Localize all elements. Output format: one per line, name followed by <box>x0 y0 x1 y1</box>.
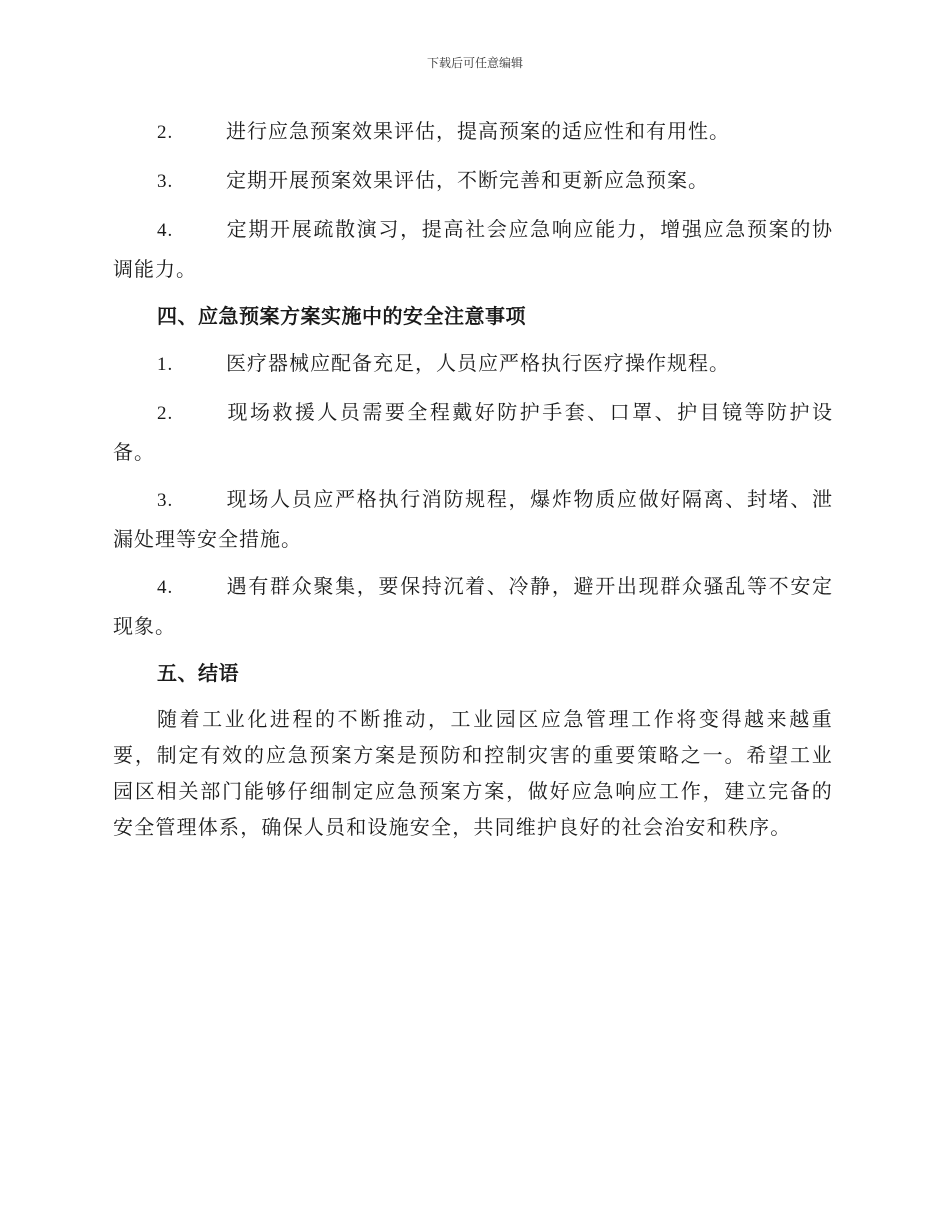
list-item <box>113 393 833 471</box>
list-item-number: 4. <box>157 220 174 241</box>
list-item-number: 2. <box>157 403 174 424</box>
list-item <box>113 112 833 152</box>
section-heading: 五、结语 <box>157 661 239 685</box>
list-item <box>113 344 833 384</box>
page-header: 下载后可任意编辑 <box>426 56 523 70</box>
list-item-number: 4. <box>157 577 174 598</box>
section-heading: 四、应急预案方案实施中的安全注意事项 <box>157 304 526 328</box>
list-item-number: 2. <box>157 122 174 143</box>
list-item-text: 定期开展疏散演习，提高社会应急响应能力，增强应急预案的协调能力。 <box>113 217 833 281</box>
list-item-text: 定期开展预案效果评估，不断完善和更新应急预案。 <box>226 168 709 192</box>
conclusion-paragraph: 随着工业化进程的不断推动，工业园区应急管理工作将变得越来越重要，制定有效的应急预案方案是预防和控制灾害的重要策略之一。希望工业园区相关部门能够仔细制定应急预案方案，做好应急响应工作，建立完备的安全管理体系，确保人员和设施安全，共同维护良好的社会治安和秩序。 <box>113 707 833 839</box>
list-item-text: 医疗器械应配备充足，人员应严格执行医疗操作规程。 <box>226 351 730 375</box>
list-item-text: 遇有群众聚集，要保持沉着、冷静，避开出现群众骚乱等不安定现象。 <box>113 574 833 638</box>
list-item-number: 3. <box>157 171 174 192</box>
list-item-number: 3. <box>157 490 174 511</box>
list-item-text: 现场人员应严格执行消防规程，爆炸物质应做好隔离、封堵、泄漏处理等安全措施。 <box>113 487 833 551</box>
document-body <box>113 112 833 845</box>
list-item-number: 1. <box>157 354 174 375</box>
list-item <box>113 210 833 288</box>
list-item <box>113 480 833 558</box>
list-item <box>113 161 833 201</box>
list-item-text: 现场救援人员需要全程戴好防护手套、口罩、护目镜等防护设备。 <box>113 400 833 464</box>
list-item-text: 进行应急预案效果评估，提高预案的适应性和有用性。 <box>226 119 730 143</box>
list-item <box>113 567 833 645</box>
